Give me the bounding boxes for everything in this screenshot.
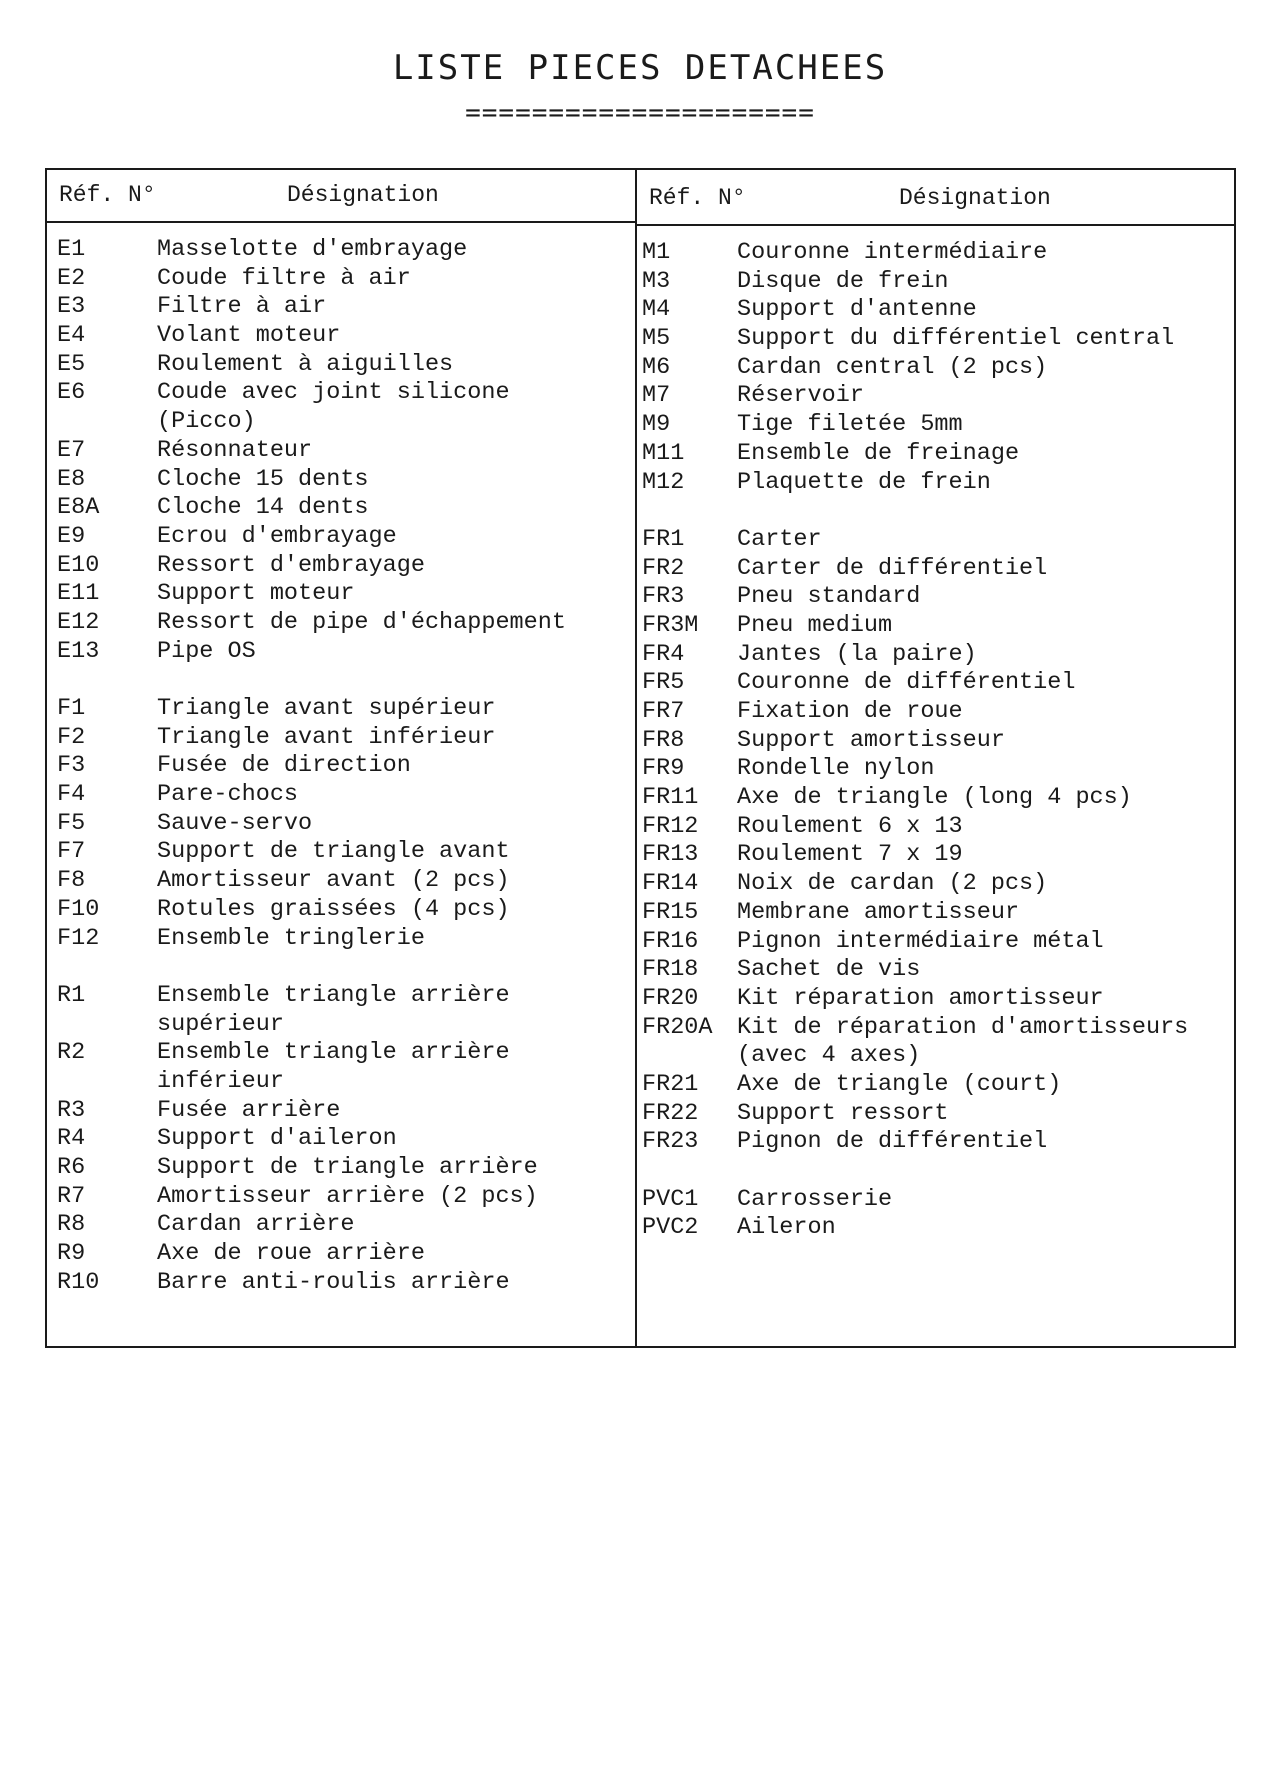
part-ref: F10	[57, 895, 100, 923]
part-designation: Support ressort	[737, 1099, 949, 1127]
part-designation: Support de triangle avant	[157, 838, 510, 866]
part-ref: F1	[57, 695, 86, 722]
part-designation: Carter	[737, 525, 822, 553]
part-ref: M7	[642, 382, 671, 410]
part-row	[637, 583, 1234, 612]
part-designation: Disque de frein	[737, 267, 949, 295]
part-row	[47, 838, 635, 867]
part-row	[47, 1068, 635, 1097]
part-ref: F8	[57, 867, 86, 895]
part-ref: E3	[57, 293, 86, 321]
part-row	[637, 870, 1234, 899]
part-ref: M4	[642, 296, 671, 324]
part-ref: R9	[57, 1240, 86, 1268]
part-designation: Ensemble tringlerie	[157, 924, 425, 952]
part-ref: R4	[57, 1125, 86, 1153]
part-row	[47, 781, 635, 810]
part-designation: Support moteur	[157, 580, 355, 608]
part-row	[47, 379, 635, 408]
part-designation: Résonnateur	[157, 436, 313, 464]
group-spacer	[47, 953, 635, 982]
part-row	[47, 1240, 635, 1269]
part-designation: Sauve-servo	[157, 809, 313, 837]
part-ref: M5	[642, 325, 671, 353]
part-designation: Axe de roue arrière	[157, 1240, 425, 1268]
part-ref: FR12	[642, 812, 699, 840]
part-ref: FR23	[642, 1128, 699, 1156]
part-designation: Cloche 14 dents	[157, 494, 369, 522]
ref-header: Réf. N°	[59, 182, 156, 208]
part-row	[637, 440, 1234, 469]
group-spacer	[47, 666, 635, 695]
part-designation: Ressort d'embrayage	[157, 551, 425, 579]
part-row	[637, 1214, 1234, 1243]
part-row	[47, 351, 635, 380]
part-ref: M3	[642, 267, 671, 295]
part-ref: F4	[57, 781, 86, 809]
part-row	[637, 985, 1234, 1014]
right-rows	[637, 239, 1234, 1243]
ref-header: Réf. N°	[649, 185, 746, 211]
part-row	[637, 641, 1234, 670]
part-designation: Couronne intermédiaire	[737, 239, 1048, 266]
part-ref: FR3	[642, 583, 685, 611]
part-designation: Pneu standard	[737, 583, 921, 611]
page-title: LISTE PIECES DETACHEES	[392, 48, 888, 88]
part-row	[637, 698, 1234, 727]
part-designation: Pare-chocs	[157, 781, 299, 809]
part-designation: Barre anti-roulis arrière	[157, 1268, 510, 1296]
part-designation: Axe de triangle (long 4 pcs)	[737, 784, 1132, 812]
part-ref: FR9	[642, 755, 685, 783]
part-designation: Ensemble triangle arrière	[157, 1039, 510, 1067]
part-ref: FR11	[642, 784, 699, 812]
part-row	[637, 813, 1234, 842]
part-ref: E6	[57, 379, 86, 407]
part-row	[47, 982, 635, 1011]
designation-header: Désignation	[287, 182, 439, 208]
part-designation: Volant moteur	[157, 322, 341, 350]
part-ref: E5	[57, 350, 86, 378]
part-row	[47, 437, 635, 466]
part-designation: Ensemble de freinage	[737, 439, 1020, 467]
part-row	[47, 867, 635, 896]
part-row	[637, 325, 1234, 354]
part-row	[47, 1097, 635, 1126]
part-designation: (avec 4 axes)	[737, 1042, 921, 1070]
part-designation: Roulement 6 x 13	[737, 812, 963, 840]
part-ref: FR20A	[642, 1013, 713, 1041]
part-ref: FR20	[642, 984, 699, 1012]
part-ref: R3	[57, 1096, 86, 1124]
part-designation: Fusée de direction	[157, 752, 411, 780]
part-ref: FR16	[642, 927, 699, 955]
part-row	[47, 322, 635, 351]
part-designation: Cardan arrière	[157, 1211, 355, 1239]
part-row	[637, 469, 1234, 498]
part-designation: Aileron	[737, 1214, 836, 1242]
part-ref: PVC2	[642, 1214, 699, 1242]
part-row	[637, 268, 1234, 297]
left-rows	[47, 236, 635, 1297]
part-designation: Cloche 15 dents	[157, 465, 369, 493]
part-designation: Ecrou d'embrayage	[157, 522, 397, 550]
parts-table	[45, 168, 1236, 1348]
part-ref: F3	[57, 752, 86, 780]
part-designation: Jantes (la paire)	[737, 640, 977, 668]
part-ref: E7	[57, 436, 86, 464]
part-row	[637, 1128, 1234, 1157]
group-spacer	[637, 497, 1234, 526]
part-row	[47, 466, 635, 495]
part-row	[47, 724, 635, 753]
group-spacer	[637, 1157, 1234, 1186]
part-designation: Fusée arrière	[157, 1096, 341, 1124]
part-row	[637, 1100, 1234, 1129]
part-row	[47, 1011, 635, 1040]
part-designation: Membrane amortisseur	[737, 898, 1020, 926]
part-designation: inférieur	[157, 1067, 284, 1095]
part-row	[637, 1014, 1234, 1043]
part-row	[47, 1269, 635, 1298]
part-ref: F7	[57, 838, 86, 866]
part-ref: E1	[57, 236, 86, 263]
part-designation: Fixation de roue	[737, 698, 963, 725]
part-row	[47, 408, 635, 437]
part-designation: Amortisseur arrière (2 pcs)	[157, 1182, 538, 1210]
part-designation: Coude avec joint silicone	[157, 379, 510, 407]
part-ref: R2	[57, 1039, 86, 1067]
part-row	[637, 296, 1234, 325]
part-designation: Noix de cardan (2 pcs)	[737, 870, 1048, 898]
part-designation: Support de triangle arrière	[157, 1154, 538, 1181]
part-row	[47, 1039, 635, 1068]
part-ref: E9	[57, 522, 86, 550]
part-designation: Carter de différentiel	[737, 554, 1048, 582]
part-ref: FR1	[642, 525, 685, 553]
part-row	[637, 928, 1234, 957]
part-row	[47, 810, 635, 839]
part-ref: R7	[57, 1182, 86, 1210]
part-ref: E8A	[57, 494, 100, 522]
part-ref: M9	[642, 411, 671, 439]
part-row	[47, 1154, 635, 1183]
part-ref: R8	[57, 1211, 86, 1239]
part-row	[637, 382, 1234, 411]
part-designation: Tige filetée 5mm	[737, 411, 963, 439]
part-ref: F12	[57, 924, 100, 952]
part-row	[637, 354, 1234, 383]
part-designation: Sachet de vis	[737, 956, 921, 984]
part-designation: Support d'aileron	[157, 1125, 397, 1153]
part-designation: Ressort de pipe d'échappement	[157, 608, 566, 636]
part-ref: FR18	[642, 956, 699, 984]
part-ref: R6	[57, 1154, 86, 1181]
part-ref: FR5	[642, 669, 685, 697]
part-ref: E4	[57, 322, 86, 350]
part-ref: E13	[57, 637, 100, 665]
part-designation: Pignon intermédiaire métal	[737, 927, 1104, 955]
part-row	[637, 727, 1234, 756]
part-designation: Filtre à air	[157, 293, 327, 321]
part-row	[637, 1042, 1234, 1071]
part-designation: Pneu medium	[737, 611, 893, 639]
part-row	[47, 752, 635, 781]
part-row	[637, 239, 1234, 268]
part-designation: Support amortisseur	[737, 726, 1005, 754]
part-ref: PVC1	[642, 1185, 699, 1213]
part-row	[637, 555, 1234, 584]
part-row	[47, 236, 635, 265]
part-designation: Réservoir	[737, 382, 864, 410]
part-designation: Triangle avant inférieur	[157, 723, 496, 751]
part-ref: E11	[57, 580, 100, 608]
part-ref: FR4	[642, 640, 685, 668]
part-row	[47, 580, 635, 609]
part-row	[47, 925, 635, 954]
part-ref: F5	[57, 809, 86, 837]
part-ref: R1	[57, 981, 86, 1009]
part-ref: M1	[642, 239, 671, 266]
part-row	[637, 1071, 1234, 1100]
left-column	[47, 170, 635, 1346]
part-ref: E2	[57, 264, 86, 292]
part-ref: FR14	[642, 870, 699, 898]
part-row	[637, 755, 1234, 784]
part-designation: Axe de triangle (court)	[737, 1070, 1062, 1098]
right-column	[637, 170, 1234, 1346]
part-ref: FR7	[642, 698, 685, 725]
part-designation: Coude filtre à air	[157, 264, 411, 292]
part-row	[637, 411, 1234, 440]
part-row	[47, 609, 635, 638]
part-designation: Triangle avant supérieur	[157, 695, 496, 722]
part-designation: Rondelle nylon	[737, 755, 935, 783]
part-designation: Roulement à aiguilles	[157, 350, 454, 378]
part-designation: (Picco)	[157, 408, 256, 436]
part-designation: Pignon de différentiel	[737, 1128, 1048, 1156]
part-designation: Kit réparation amortisseur	[737, 984, 1104, 1012]
part-ref: FR15	[642, 898, 699, 926]
part-designation: Amortisseur avant (2 pcs)	[157, 867, 510, 895]
part-row	[47, 293, 635, 322]
part-row	[47, 523, 635, 552]
part-row	[637, 526, 1234, 555]
title-underline: =====================	[465, 98, 815, 128]
part-designation: Plaquette de frein	[737, 468, 991, 496]
part-ref: FR2	[642, 554, 685, 582]
part-ref: FR8	[642, 726, 685, 754]
part-row	[637, 899, 1234, 928]
part-ref: F2	[57, 723, 86, 751]
part-designation: Kit de réparation d'amortisseurs	[737, 1013, 1189, 1041]
part-row	[637, 669, 1234, 698]
part-row	[47, 1125, 635, 1154]
part-ref: R10	[57, 1268, 100, 1296]
part-ref: FR21	[642, 1070, 699, 1098]
part-designation: Masselotte d'embrayage	[157, 236, 468, 263]
part-designation: Pipe OS	[157, 637, 256, 665]
part-row	[47, 552, 635, 581]
part-row	[47, 1183, 635, 1212]
part-designation: Carrosserie	[737, 1185, 893, 1213]
part-ref: E10	[57, 551, 100, 579]
part-row	[637, 612, 1234, 641]
part-row	[47, 1211, 635, 1240]
part-row	[47, 638, 635, 667]
designation-header: Désignation	[899, 185, 1051, 211]
part-row	[637, 841, 1234, 870]
part-designation: supérieur	[157, 1010, 284, 1038]
part-row	[47, 896, 635, 925]
part-ref: E8	[57, 465, 86, 493]
part-row	[47, 265, 635, 294]
part-ref: M6	[642, 353, 671, 381]
part-ref: M11	[642, 439, 685, 467]
part-ref: M12	[642, 468, 685, 496]
part-designation: Couronne de différentiel	[737, 669, 1076, 697]
right-column-header	[637, 173, 1234, 226]
part-row	[47, 494, 635, 523]
part-row	[637, 784, 1234, 813]
part-row	[637, 1186, 1234, 1215]
part-ref: FR3M	[642, 611, 699, 639]
part-designation: Rotules graissées (4 pcs)	[157, 895, 510, 923]
part-row	[47, 695, 635, 724]
part-ref: E12	[57, 608, 100, 636]
part-designation: Ensemble triangle arrière	[157, 981, 510, 1009]
left-column-header	[47, 170, 635, 223]
part-ref: FR22	[642, 1099, 699, 1127]
part-designation: Support du différentiel central	[737, 325, 1175, 353]
part-designation: Roulement 7 x 19	[737, 841, 963, 869]
part-ref: FR13	[642, 841, 699, 869]
part-designation: Cardan central (2 pcs)	[737, 353, 1048, 381]
part-row	[637, 956, 1234, 985]
part-designation: Support d'antenne	[737, 296, 977, 324]
